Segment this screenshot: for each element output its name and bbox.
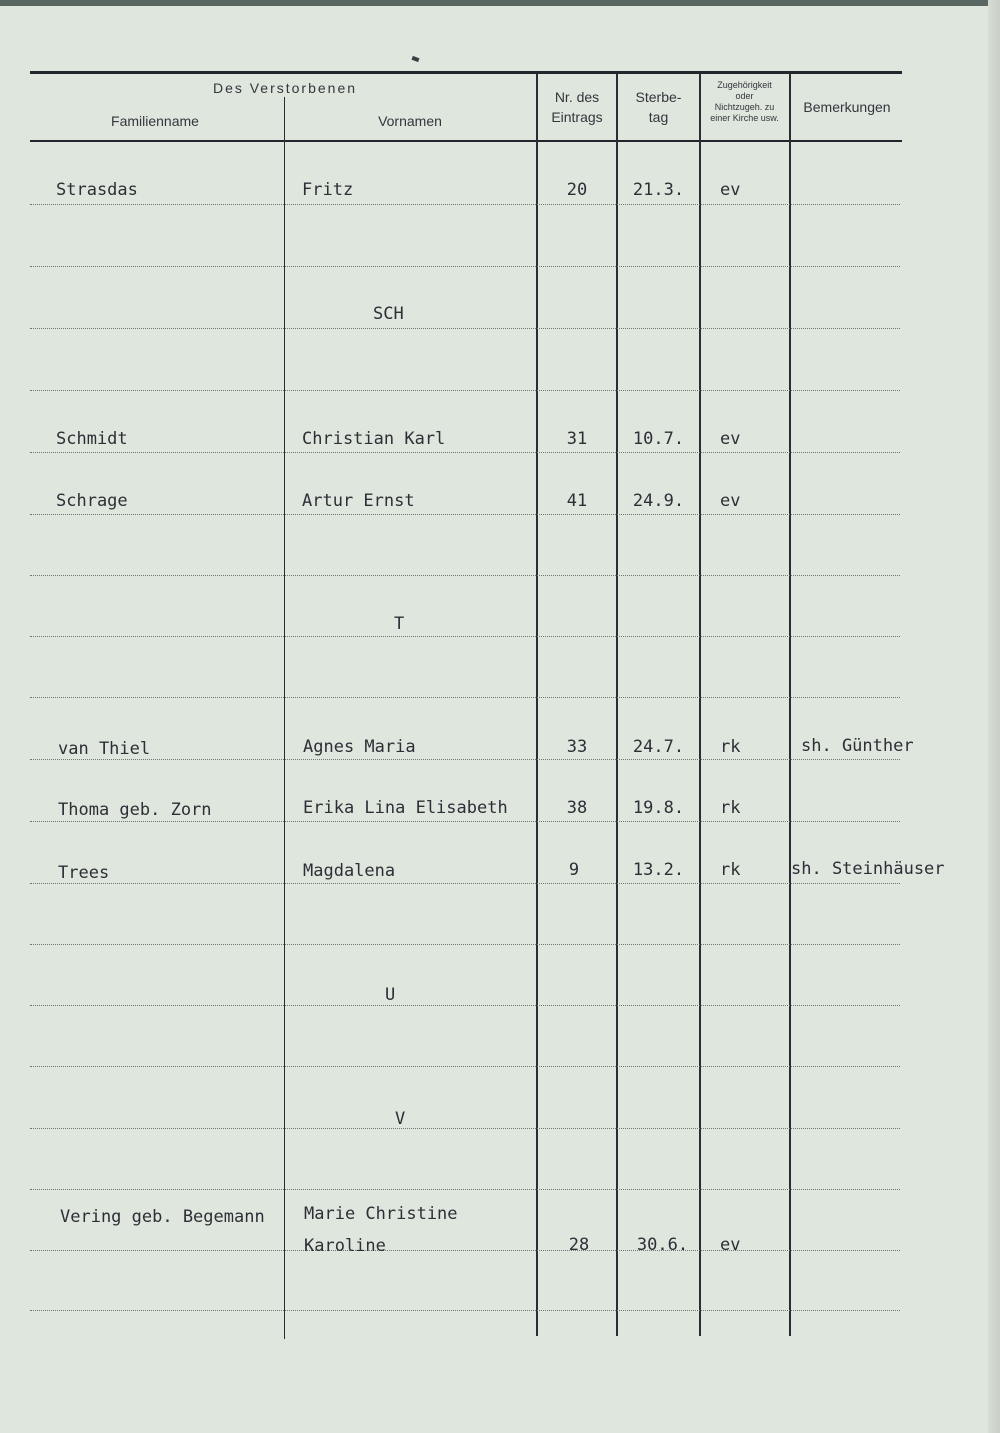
entry-church: rk — [720, 798, 741, 818]
header-top-rule — [30, 71, 902, 74]
row-line — [30, 266, 900, 267]
header-affiliation-line1: Zugehörigkeit — [717, 80, 772, 90]
entry-church: ev — [720, 1235, 741, 1255]
row-line — [30, 821, 900, 822]
column-divider-entry — [536, 74, 538, 1336]
entry-surname: Trees — [58, 863, 110, 883]
entry-death-day: 13.2. — [632, 860, 685, 880]
page-right-edge — [988, 0, 1000, 1433]
entry-death-day: 24.9. — [632, 491, 685, 511]
entry-surname: Strasdas — [56, 180, 138, 200]
entry-given-names: Artur Ernst — [302, 491, 415, 511]
entry-death-day: 19.8. — [632, 798, 685, 818]
column-divider-day — [616, 74, 618, 1336]
pen-mark — [412, 56, 420, 62]
entry-death-day: 21.3. — [632, 180, 685, 200]
header-deceased: Des Verstorbenen — [212, 80, 358, 96]
row-line — [30, 1066, 900, 1067]
row-line — [30, 1189, 900, 1190]
entry-surname: Thoma geb. Zorn — [58, 800, 212, 820]
header-death-day — [618, 87, 699, 127]
page-top-edge — [0, 0, 1000, 6]
row-line — [30, 204, 900, 205]
row-line — [30, 514, 900, 515]
entry-death-day: 30.6. — [636, 1235, 689, 1255]
section-letter-v: V — [395, 1109, 406, 1129]
entry-death-day: 24.7. — [632, 737, 685, 757]
entry-number: 33 — [566, 737, 588, 757]
entry-surname: Schrage — [56, 491, 128, 511]
entry-remarks: sh. Günther — [801, 736, 914, 756]
header-surname: Familienname — [111, 113, 199, 129]
entry-number: 41 — [566, 491, 588, 511]
row-line — [30, 452, 900, 453]
column-divider-remarks — [789, 74, 791, 1336]
row-line — [30, 1250, 900, 1251]
section-letter-u: U — [385, 985, 396, 1005]
row-line — [30, 575, 900, 576]
row-line — [30, 1005, 900, 1006]
header-remarks: Bemerkungen — [803, 99, 891, 115]
row-line — [30, 636, 900, 637]
column-divider-names — [284, 97, 285, 1339]
header-affiliation-line3: Nichtzugeh. zu — [714, 102, 775, 112]
row-line — [30, 759, 900, 760]
entry-remarks: sh. Steinhäuser — [791, 859, 945, 879]
entry-surname: van Thiel — [58, 739, 151, 759]
entry-surname: Vering geb. Begemann — [60, 1207, 265, 1227]
entry-given-names: Agnes Maria — [303, 737, 416, 757]
entry-death-day: 10.7. — [632, 429, 685, 449]
header-bottom-rule — [30, 140, 902, 142]
entry-given-names: Erika Lina Elisabeth — [303, 798, 508, 818]
header-affiliation — [700, 80, 789, 124]
entry-church: ev — [720, 180, 741, 200]
entry-number: 38 — [566, 798, 588, 818]
row-line — [30, 883, 900, 884]
entry-number: 31 — [566, 429, 588, 449]
entry-church: rk — [720, 737, 741, 757]
row-line — [30, 1310, 900, 1311]
entry-number: 20 — [566, 180, 588, 200]
header-affiliation-line4: einer Kirche usw. — [710, 113, 779, 123]
entry-given-names-line2: Karoline — [304, 1236, 386, 1256]
header-entry-no-line1: Nr. des — [554, 89, 600, 105]
header-death-day-line1: Sterbe- — [635, 89, 682, 105]
entry-church: ev — [720, 491, 741, 511]
row-line — [30, 697, 900, 698]
column-divider-church — [699, 74, 701, 1336]
entry-given-names: Fritz — [302, 180, 354, 200]
row-line — [30, 944, 900, 945]
section-letter-t: T — [394, 614, 405, 634]
entry-number: 28 — [568, 1235, 590, 1255]
header-given-names: Vornamen — [378, 113, 442, 129]
entry-given-names: Christian Karl — [302, 429, 446, 449]
entry-surname: Schmidt — [56, 429, 128, 449]
header-entry-no-line2: Eintrags — [551, 109, 603, 125]
entry-church: rk — [720, 860, 741, 880]
header-entry-no — [538, 87, 616, 127]
entry-given-names: Marie Christine — [304, 1204, 458, 1224]
header-affiliation-line2: oder — [735, 91, 754, 101]
entry-church: ev — [720, 429, 741, 449]
row-line — [30, 390, 900, 391]
entry-given-names: Magdalena — [303, 861, 396, 881]
row-line — [30, 1128, 900, 1129]
section-letter-sch: SCH — [373, 304, 404, 324]
entry-number: 9 — [568, 860, 580, 880]
header-death-day-line2: tag — [648, 109, 669, 125]
row-line — [30, 328, 900, 329]
